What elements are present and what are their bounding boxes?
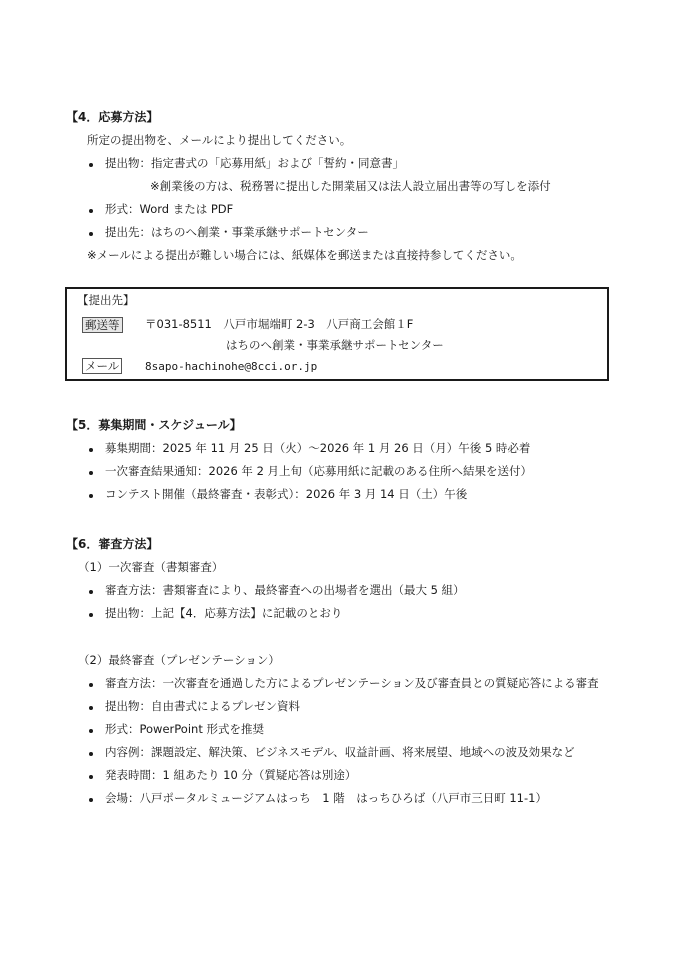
email-label [82, 358, 122, 374]
email-address[interactable]: 8sapo-hachinohe@8cci.or.jp [145, 360, 318, 373]
section-4-item-destination: 提出先：はちのへ創業・事業承継サポートセンター [105, 225, 369, 239]
section-6-sub1-item-submission: 提出物：上記【4．応募方法】に記載のとおり [105, 606, 343, 620]
section-4-item-format: 形式：Word または PDF [105, 202, 234, 216]
section-6-sub2-item-submission: 提出物：自由書式によるプレゼン資料 [105, 699, 301, 713]
section-4-item-submission: 提出物：指定書式の「応募用紙」および「誓約・同意書」 [105, 156, 404, 170]
section-5-item-period: 募集期間：2025 年 11 月 25 日（火）～2026 年 1 月 26 日（月）午後 5 時必着 [105, 441, 531, 455]
section-6-sub2-title: （2）最終審査（プレゼンテーション） [78, 653, 280, 667]
section-6-sub2-item-content: 内容例：課題設定、解決策、ビジネスモデル、収益計画、将来展望、地域への波及効果など [105, 745, 575, 759]
email-label-tag: メール [82, 358, 122, 374]
section-4-intro: 所定の提出物を、メールにより提出してください。 [87, 133, 352, 147]
section-5-heading: 【5．募集期間・スケジュール】 [66, 418, 242, 432]
postal-address-line-1: 〒031-8511 八戸市堀端町 2-3 八戸商工会館１F [145, 317, 414, 331]
section-6-sub2-item-time: 発表時間：1 組あたり 10 分（質疑応答は別途） [105, 768, 357, 782]
postal-address-line-2: はちのへ創業・事業承継サポートセンター [226, 338, 444, 352]
section-5-item-first-result: 一次審査結果通知：2026 年 2 月上旬（応募用紙に記載のある住所へ結果を送付） [105, 464, 533, 478]
section-4-heading: 【4．応募方法】 [66, 110, 159, 124]
postal-label-tag: 郵送等 [82, 317, 123, 333]
section-6-sub2-item-method: 審査方法：一次審査を通過した方によるプレゼンテーション及び審査員との質疑応答による審査 [105, 676, 599, 690]
section-4-sub-note: ※創業後の方は、税務署に提出した開業届又は法人設立届出書等の写しを添付 [150, 179, 551, 193]
section-6-sub2-item-format: 形式：PowerPoint 形式を推奨 [105, 722, 264, 736]
section-6-sub1-title: （1）一次審査（書類審査） [78, 560, 224, 574]
section-5-item-contest: コンテスト開催（最終審査・表彰式）：2026 年 3 月 14 日（土）午後 [105, 487, 468, 501]
section-6-sub1-item-method: 審査方法：書類審査により、最終審査への出場者を選出（最大 5 組） [105, 583, 465, 597]
section-6-heading: 【6．審査方法】 [66, 537, 159, 551]
postal-label [82, 317, 123, 333]
section-6-sub2-item-venue: 会場：八戸ポータルミュージアムはっち 1 階 はっちひろば（八戸市三日町 11-1） [105, 791, 547, 805]
section-4-note: ※メールによる提出が難しい場合には、紙媒体を郵送または直接持参してください。 [87, 248, 522, 262]
submission-box-title: 【提出先】 [77, 293, 135, 307]
